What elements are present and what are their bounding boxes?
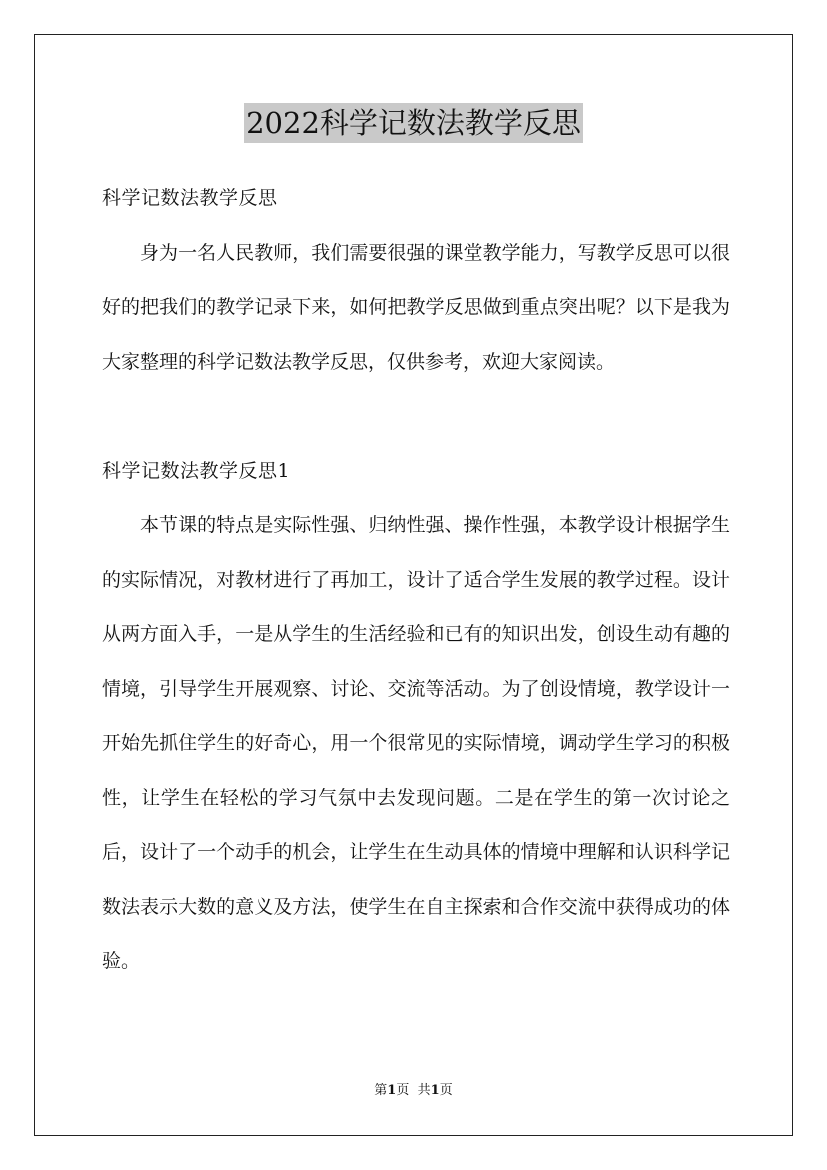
page-total: 1	[430, 1083, 440, 1098]
page-prefix: 第	[374, 1083, 388, 1098]
page-suffix: 页	[396, 1083, 410, 1098]
intro-paragraph: 身为一名人民教师，我们需要很强的课堂教学能力，写教学反思可以很好的把我们的教学记录下来，如何把教学反思做到重点突出呢？以下是我为大家整理的科学记数法教学反思，仅供参考，欢迎大家阅读。	[102, 241, 730, 373]
document-body	[102, 171, 730, 989]
total-prefix: 共	[417, 1083, 431, 1098]
title-container	[0, 103, 827, 143]
section1-paragraph: 本节课的特点是实际性强、归纳性强、操作性强，本教学设计根据学生的实际情况，对教材进行了再加工，设计了适合学生发展的教学过程。设计从两方面入手，一是从学生的生活经验和已有的知识出发，创设生动有趣的情境，引导学生开展观察、讨论、交流等活动。为了创设情境，教学设计一开始先抓住学生的好奇心，用一个很常见的实际情境，调动学生学习的积极性，让学生在轻松的学习气氛中去发现问题。二是在学生的第一次讨论之后，设计了一个动手的机会，让学生在生动具体的情境中理解和认识科学记数法表示大数的意义及方法，使学生在自主探索和合作交流中获得成功的体验。	[102, 514, 730, 972]
section-spacer	[102, 389, 730, 444]
document-title: 2022科学记数法教学反思	[244, 103, 583, 143]
page-number: 1	[387, 1083, 397, 1098]
document-subtitle: 科学记数法教学反思	[102, 187, 278, 209]
total-suffix: 页	[439, 1083, 453, 1098]
page-footer	[0, 1082, 827, 1100]
section1-heading: 科学记数法教学反思1	[102, 459, 291, 482]
